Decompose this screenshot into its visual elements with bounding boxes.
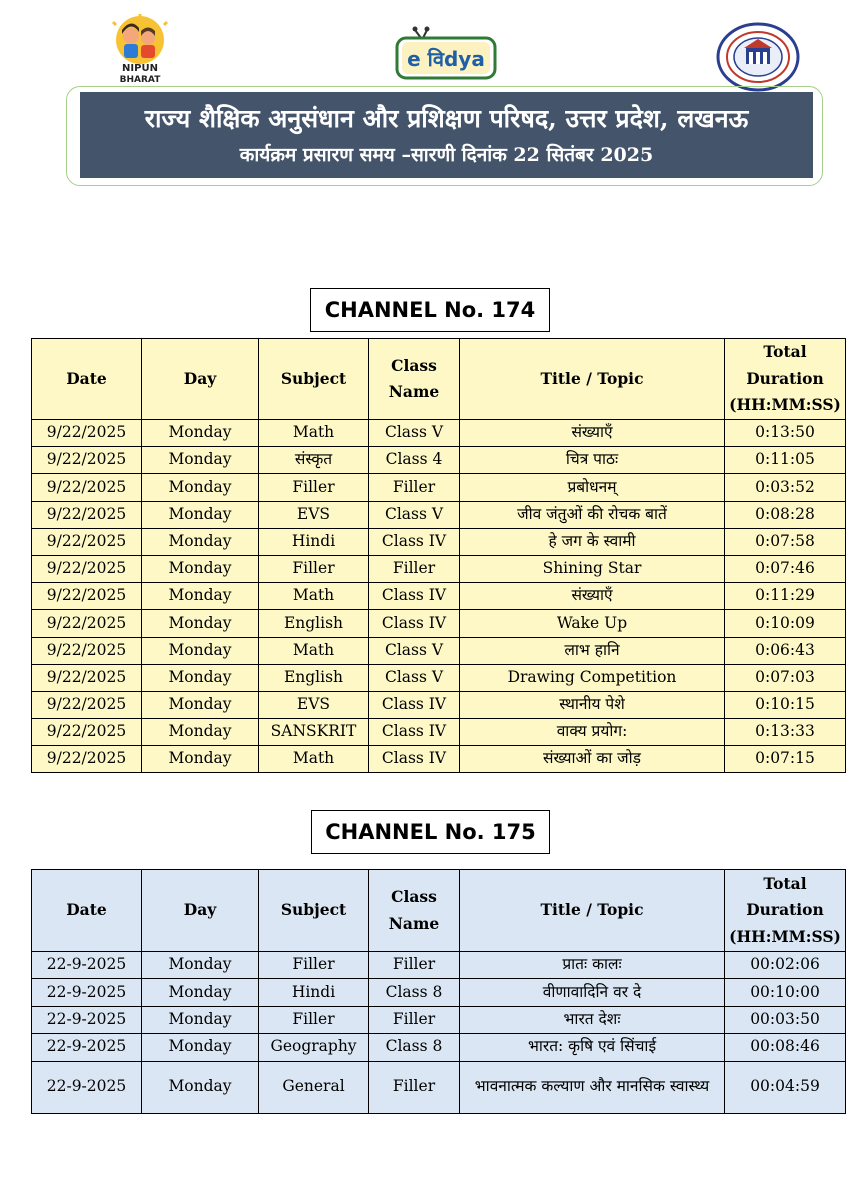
nipun-logo-line2: BHARAT	[119, 75, 161, 85]
cell-class: Class 8	[369, 979, 460, 1006]
cell-class: Class V	[369, 420, 460, 447]
cell-date: 22-9-2025	[32, 1034, 142, 1061]
cell-date: 22-9-2025	[32, 952, 142, 979]
cell-date: 22-9-2025	[32, 1006, 142, 1033]
col-header-date: Date	[32, 339, 142, 420]
cell-day: Monday	[142, 583, 259, 610]
channel-175-title: CHANNEL No. 175	[311, 810, 550, 854]
cell-subject: Filler	[259, 555, 369, 582]
cell-date: 9/22/2025	[32, 610, 142, 637]
cell-date: 9/22/2025	[32, 637, 142, 664]
col-header-duration-line3: (HH:MM:SS)	[729, 926, 841, 946]
table-row	[32, 501, 846, 528]
cell-duration: 0:06:43	[725, 637, 846, 664]
cell-class: Class IV	[369, 691, 460, 718]
cell-day: Monday	[142, 952, 259, 979]
cell-subject: SANSKRIT	[259, 719, 369, 746]
table-row	[32, 1061, 846, 1113]
cell-title: चित्र पाठः	[460, 447, 725, 474]
cell-subject: Math	[259, 583, 369, 610]
table-row	[32, 583, 846, 610]
cell-duration: 00:10:00	[725, 979, 846, 1006]
cell-duration: 00:03:50	[725, 1006, 846, 1033]
cell-date: 9/22/2025	[32, 420, 142, 447]
cell-class: Filler	[369, 1061, 460, 1113]
cell-title: लाभ हानि	[460, 637, 725, 664]
cell-title: भारत देशः	[460, 1006, 725, 1033]
col-header-duration-line2: Duration	[746, 368, 824, 388]
cell-duration: 00:04:59	[725, 1061, 846, 1113]
cell-duration: 0:11:05	[725, 447, 846, 474]
cell-subject: Math	[259, 420, 369, 447]
cell-date: 9/22/2025	[32, 691, 142, 718]
evidya-logo-text: e विdya	[407, 47, 485, 71]
col-header-duration-line2: Duration	[746, 900, 824, 920]
cell-subject: Filler	[259, 1006, 369, 1033]
col-header-title: Title / Topic	[460, 870, 725, 952]
cell-title: स्थानीय पेशे	[460, 691, 725, 718]
evidya-logo	[393, 24, 499, 82]
cell-title: संख्याएँ	[460, 583, 725, 610]
cell-title: वाक्य प्रयोग:	[460, 719, 725, 746]
page-subtitle: कार्यक्रम प्रसारण समय –सारणी दिनांक 22 सितंबर 2025	[239, 144, 654, 166]
table-row	[32, 528, 846, 555]
cell-title: वीणावादिनि वर दे	[460, 979, 725, 1006]
cell-class: Class IV	[369, 528, 460, 555]
cell-date: 9/22/2025	[32, 664, 142, 691]
schedule-table-channel-174	[31, 338, 846, 773]
cell-title: भावनात्मक कल्याण और मानसिक स्वास्थ्य	[460, 1061, 725, 1113]
cell-date: 9/22/2025	[32, 746, 142, 773]
col-header-subject: Subject	[259, 339, 369, 420]
cell-day: Monday	[142, 746, 259, 773]
cell-duration: 00:08:46	[725, 1034, 846, 1061]
cell-class: Class V	[369, 637, 460, 664]
cell-duration: 0:08:28	[725, 501, 846, 528]
cell-subject: Hindi	[259, 528, 369, 555]
cell-class: Class 8	[369, 1034, 460, 1061]
table-row	[32, 555, 846, 582]
cell-date: 9/22/2025	[32, 528, 142, 555]
col-header-day: Day	[142, 870, 259, 952]
cell-subject: Hindi	[259, 979, 369, 1006]
table-header-row	[32, 870, 846, 952]
cell-subject: EVS	[259, 691, 369, 718]
cell-day: Monday	[142, 501, 259, 528]
cell-class: Filler	[369, 474, 460, 501]
col-header-duration-line1: Total	[763, 873, 807, 893]
cell-title: हे जग के स्वामी	[460, 528, 725, 555]
cell-class: Class IV	[369, 746, 460, 773]
table-row	[32, 474, 846, 501]
cell-class: Filler	[369, 1006, 460, 1033]
cell-subject: EVS	[259, 501, 369, 528]
header-band	[80, 92, 813, 178]
col-header-date: Date	[32, 870, 142, 952]
col-header-title: Title / Topic	[460, 339, 725, 420]
scert-emblem-icon	[716, 22, 800, 92]
cell-duration: 0:13:50	[725, 420, 846, 447]
cell-title: भारत: कृषि एवं सिंचाई	[460, 1034, 725, 1061]
cell-duration: 0:07:15	[725, 746, 846, 773]
cell-subject: Filler	[259, 952, 369, 979]
cell-subject: Math	[259, 637, 369, 664]
cell-subject: English	[259, 610, 369, 637]
table-row	[32, 952, 846, 979]
cell-title: संख्याएँ	[460, 420, 725, 447]
cell-duration: 0:11:29	[725, 583, 846, 610]
cell-duration: 0:07:58	[725, 528, 846, 555]
col-header-class-line2: Name	[388, 913, 440, 933]
table-row	[32, 1006, 846, 1033]
col-header-class-line2: Name	[388, 382, 440, 401]
table-row	[32, 1034, 846, 1061]
cell-subject: Math	[259, 746, 369, 773]
table-row	[32, 979, 846, 1006]
col-header-duration	[725, 870, 846, 952]
table-row	[32, 420, 846, 447]
cell-date: 22-9-2025	[32, 1061, 142, 1113]
col-header-class-line1: Class	[391, 355, 437, 375]
cell-day: Monday	[142, 474, 259, 501]
table-row	[32, 746, 846, 773]
col-header-subject: Subject	[259, 870, 369, 952]
table-row	[32, 664, 846, 691]
cell-title: जीव जंतुओं की रोचक बातें	[460, 501, 725, 528]
cell-subject: General	[259, 1061, 369, 1113]
channel-174-title: CHANNEL No. 174	[310, 288, 550, 332]
cell-date: 9/22/2025	[32, 447, 142, 474]
cell-subject: संस्कृत	[259, 447, 369, 474]
cell-duration: 0:10:09	[725, 610, 846, 637]
cell-day: Monday	[142, 420, 259, 447]
cell-date: 9/22/2025	[32, 583, 142, 610]
nipun-logo-line1: NIPUN	[122, 63, 158, 74]
cell-class: Class V	[369, 664, 460, 691]
cell-day: Monday	[142, 637, 259, 664]
cell-date: 9/22/2025	[32, 555, 142, 582]
cell-day: Monday	[142, 719, 259, 746]
cell-duration: 0:03:52	[725, 474, 846, 501]
cell-day: Monday	[142, 664, 259, 691]
cell-title: प्रबोधनम्	[460, 474, 725, 501]
cell-class: Class V	[369, 501, 460, 528]
cell-day: Monday	[142, 447, 259, 474]
cell-date: 9/22/2025	[32, 474, 142, 501]
cell-duration: 00:02:06	[725, 952, 846, 979]
table-row	[32, 637, 846, 664]
cell-title: Wake Up	[460, 610, 725, 637]
cell-class: Class IV	[369, 719, 460, 746]
cell-class: Filler	[369, 952, 460, 979]
cell-duration: 0:10:15	[725, 691, 846, 718]
cell-class: Class 4	[369, 447, 460, 474]
col-header-duration-line3: (HH:MM:SS)	[729, 395, 841, 415]
cell-title: संख्याओं का जोड़	[460, 746, 725, 773]
cell-duration: 0:07:03	[725, 664, 846, 691]
cell-class: Class IV	[369, 583, 460, 610]
cell-day: Monday	[142, 555, 259, 582]
table-row	[32, 610, 846, 637]
table-row	[32, 691, 846, 718]
col-header-duration-line1: Total	[763, 342, 807, 362]
col-header-class-line1: Class	[391, 887, 437, 907]
cell-class: Class IV	[369, 610, 460, 637]
col-header-day: Day	[142, 339, 259, 420]
cell-title: प्रातः कालः	[460, 952, 725, 979]
cell-date: 9/22/2025	[32, 719, 142, 746]
cell-subject: Geography	[259, 1034, 369, 1061]
schedule-table-channel-175	[31, 869, 846, 1114]
cell-duration: 0:07:46	[725, 555, 846, 582]
cell-day: Monday	[142, 979, 259, 1006]
cell-day: Monday	[142, 691, 259, 718]
cell-class: Filler	[369, 555, 460, 582]
cell-day: Monday	[142, 1006, 259, 1033]
table-row	[32, 447, 846, 474]
table-header-row	[32, 339, 846, 420]
cell-day: Monday	[142, 528, 259, 555]
cell-date: 9/22/2025	[32, 501, 142, 528]
col-header-class	[369, 339, 460, 420]
cell-duration: 0:13:33	[725, 719, 846, 746]
cell-title: Drawing Competition	[460, 664, 725, 691]
cell-day: Monday	[142, 1034, 259, 1061]
cell-day: Monday	[142, 610, 259, 637]
cell-date: 22-9-2025	[32, 979, 142, 1006]
col-header-class	[369, 870, 460, 952]
col-header-duration	[725, 339, 846, 420]
cell-subject: Filler	[259, 474, 369, 501]
cell-day: Monday	[142, 1061, 259, 1113]
cell-title: Shining Star	[460, 555, 725, 582]
table-row	[32, 719, 846, 746]
page-title: राज्य शैक्षिक अनुसंधान और प्रशिक्षण परिषद, उत्तर प्रदेश, लखनऊ	[144, 104, 749, 133]
cell-subject: English	[259, 664, 369, 691]
nipun-bharat-logo	[105, 14, 175, 86]
